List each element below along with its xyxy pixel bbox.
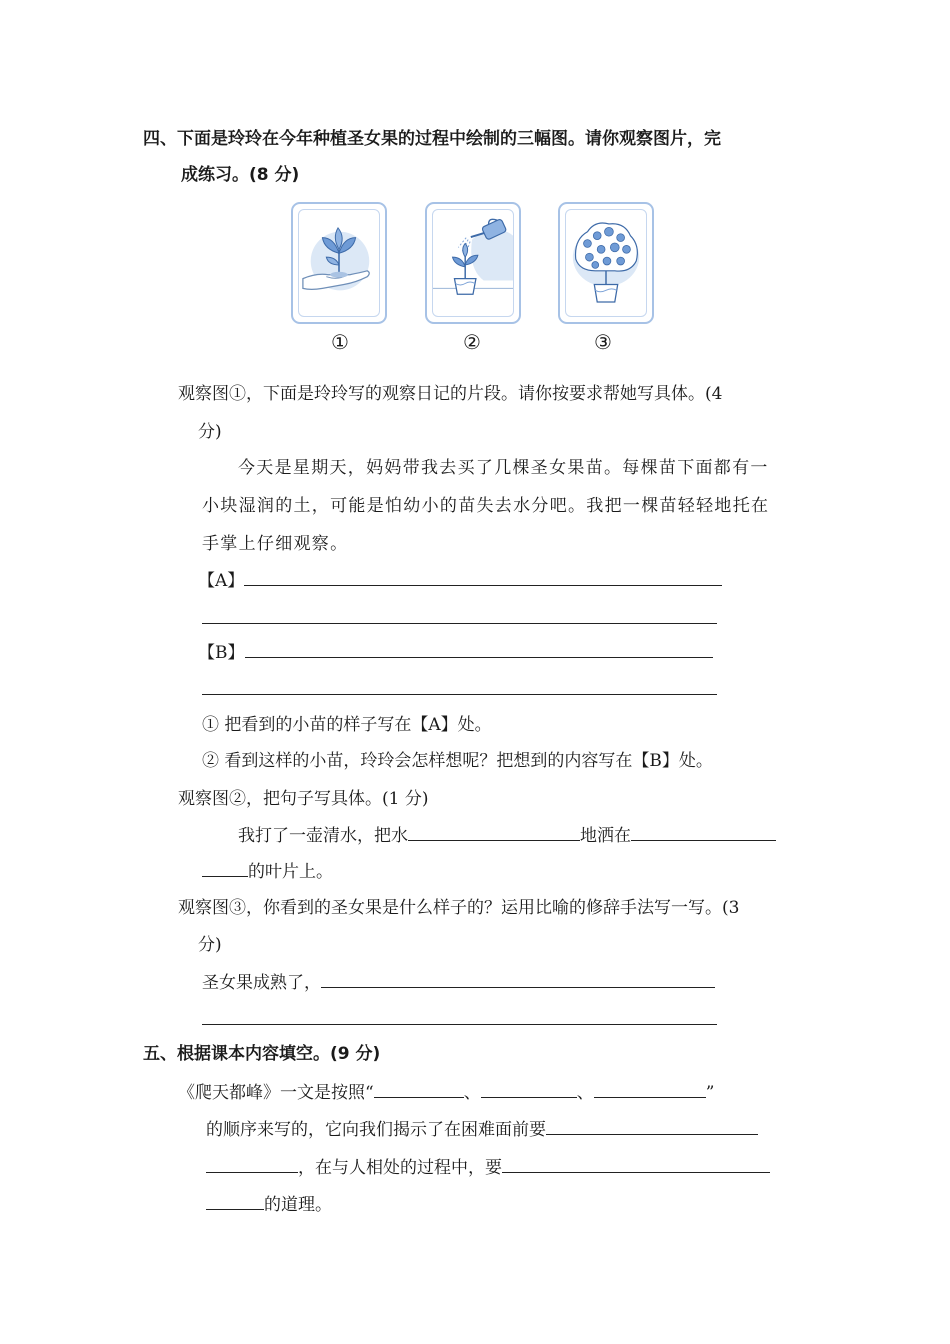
obs2-blank-2[interactable] xyxy=(631,823,776,841)
q5-blank-1[interactable] xyxy=(374,1080,464,1098)
obs3-instruction-line1: 观察图③，你看到的圣女果是什么样子的？运用比喻的修辞手法写一写。(3 xyxy=(178,898,740,918)
answer-a-row xyxy=(198,568,722,593)
obs3-instruction-line2: 分) xyxy=(198,935,222,955)
watering-can-plant-illustration xyxy=(433,210,513,316)
q5-line2-start: 的顺序来写的，它向我们揭示了在困难面前要 xyxy=(206,1120,546,1140)
obs2-blank-2-continued[interactable] xyxy=(202,859,248,877)
picture-card-3 xyxy=(558,202,654,324)
obs3-answer-row xyxy=(202,970,715,995)
obs1-instruction-line1: 观察图①，下面是玲玲写的观察日记的片段。请你按要求帮她写具体。(4 xyxy=(178,384,723,404)
fruiting-plant-illustration xyxy=(566,210,646,316)
obs3-blank[interactable] xyxy=(321,970,715,988)
answer-a-blank[interactable] xyxy=(244,568,722,586)
answer-b-label: 【B】 xyxy=(198,643,245,663)
answer-a-blank-line2[interactable] xyxy=(202,623,717,624)
q5-line1-start: 《爬天都峰》一文是按照“ xyxy=(178,1083,374,1103)
picture-card-2 xyxy=(425,202,521,324)
picture-number-2: ② xyxy=(463,330,481,354)
q5-separator-2: 、 xyxy=(576,1083,594,1103)
note-2: ② 看到这样的小苗，玲玲会怎样想呢？把想到的内容写在【B】处。 xyxy=(202,751,713,771)
answer-b-row xyxy=(198,640,713,665)
q5-blank-4[interactable] xyxy=(546,1117,758,1135)
obs2-blank-1[interactable] xyxy=(408,823,580,841)
obs2-part2: 地洒在 xyxy=(580,826,631,846)
obs2-instruction: 观察图②，把句子写具体。(1 分) xyxy=(178,789,429,809)
q5-line1 xyxy=(178,1080,714,1105)
q5-line2 xyxy=(206,1117,758,1142)
q5-line4-end: 的道理。 xyxy=(264,1195,332,1215)
obs3-prefix: 圣女果成熟了， xyxy=(202,973,321,993)
q5-line1-end: ” xyxy=(705,1083,715,1103)
q5-separator-1: 、 xyxy=(463,1083,481,1103)
q5-blank-4-continued[interactable] xyxy=(206,1155,298,1173)
seedling-in-hand-illustration xyxy=(299,210,379,316)
answer-a-label: 【A】 xyxy=(198,571,245,591)
note-1: ① 把看到的小苗的样子写在【A】处。 xyxy=(202,715,492,735)
diary-line3: 手掌上仔细观察。 xyxy=(202,534,349,554)
obs2-part3: 的叶片上。 xyxy=(248,862,333,882)
obs3-blank-line2[interactable] xyxy=(202,1024,717,1025)
obs1-instruction-line2: 分) xyxy=(198,422,222,442)
q5-blank-5-continued[interactable] xyxy=(206,1192,264,1210)
obs2-sentence-line2 xyxy=(202,859,333,884)
q5-line3-mid: ，在与人相处的过程中，要 xyxy=(298,1158,502,1178)
q5-blank-5[interactable] xyxy=(502,1155,770,1173)
q5-blank-3[interactable] xyxy=(594,1080,706,1098)
diary-line2: 小块湿润的土，可能是怕幼小的苗失去水分吧。我把一棵苗轻轻地托在 xyxy=(202,496,770,516)
q5-title: 五、根据课本内容填空。(9 分) xyxy=(143,1044,381,1064)
picture-card-1 xyxy=(291,202,387,324)
q5-line4 xyxy=(206,1192,332,1217)
answer-b-blank[interactable] xyxy=(245,640,713,658)
obs2-sentence-line1 xyxy=(238,823,776,848)
picture-number-1: ① xyxy=(331,330,349,354)
answer-b-blank-line2[interactable] xyxy=(202,694,717,695)
obs2-part1: 我打了一壶清水，把水 xyxy=(238,826,408,846)
picture-number-3: ③ xyxy=(594,330,612,354)
q5-line3 xyxy=(206,1155,770,1180)
diary-line1: 今天是星期天，妈妈带我去买了几棵圣女果苗。每棵苗下面都有一 xyxy=(238,458,769,478)
q4-title-line2: 成练习。(8 分) xyxy=(181,165,300,185)
q5-blank-2[interactable] xyxy=(481,1080,577,1098)
q4-title-line1: 四、下面是玲玲在今年种植圣女果的过程中绘制的三幅图。请你观察图片，完 xyxy=(143,129,721,149)
